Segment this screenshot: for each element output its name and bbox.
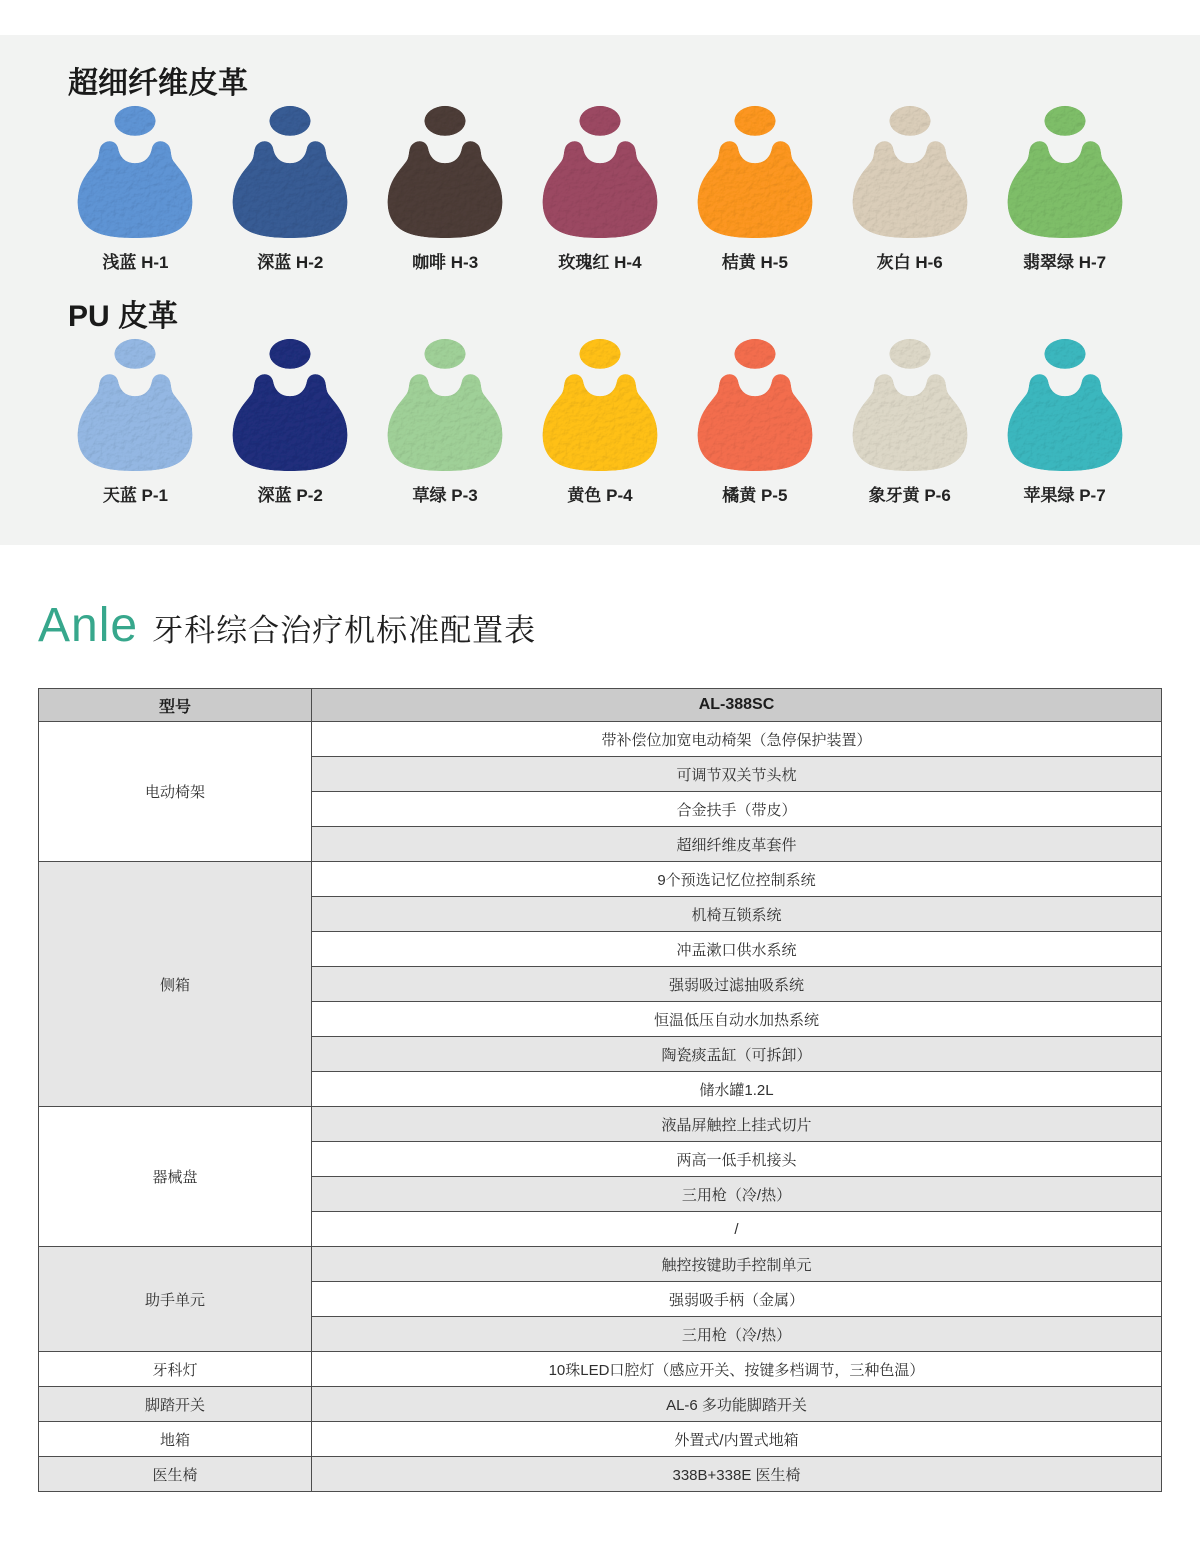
- leather-swatch: [58, 338, 213, 506]
- chair-upholstery-icon: [847, 338, 973, 471]
- spec-group-label: 脚踏开关: [39, 1387, 312, 1422]
- spec-group-label: 牙科灯: [39, 1352, 312, 1387]
- leather-swatch: [213, 338, 368, 506]
- spec-table-header-row: [39, 689, 1162, 722]
- spec-cell: 10珠LED口腔灯（感应开关、按键多档调节，三种色温）: [312, 1352, 1162, 1387]
- swatch-label: 橘黄 P-5: [722, 486, 788, 505]
- spec-row: [39, 1107, 1162, 1142]
- spec-cell: 触控按键助手控制单元: [312, 1247, 1162, 1282]
- swatch-label: 咖啡 H-3: [412, 253, 479, 272]
- spec-cell: /: [312, 1212, 1162, 1247]
- page-title: 牙科综合治疗机标准配置表: [152, 613, 537, 648]
- chair-upholstery-icon: [227, 105, 353, 238]
- spec-row: [39, 1422, 1162, 1457]
- leather-swatch: [368, 338, 523, 506]
- spec-cell: 液晶屏触控上挂式切片: [312, 1107, 1162, 1142]
- swatch-label: 象牙黄 P-6: [868, 486, 951, 505]
- pu-leather-title: PU 皮革: [68, 300, 179, 333]
- microfiber-leather-title: 超细纤维皮革: [68, 67, 248, 100]
- spec-table-body: [39, 722, 1162, 1492]
- leather-swatch: [523, 105, 678, 273]
- chair-upholstery-icon: [382, 338, 508, 471]
- spec-cell: AL-6 多功能脚踏开关: [312, 1387, 1162, 1422]
- spec-cell: 三用枪（冷/热）: [312, 1317, 1162, 1352]
- spec-cell: 338B+338E 医生椅: [312, 1457, 1162, 1492]
- swatch-label: 苹果绿 P-7: [1023, 486, 1106, 505]
- leather-swatch: [832, 105, 987, 273]
- swatch-label: 草绿 P-3: [412, 486, 478, 505]
- chair-upholstery-icon: [1002, 105, 1128, 238]
- swatch-label: 玫瑰红 H-4: [558, 253, 642, 272]
- leather-swatch: [987, 338, 1142, 506]
- leather-swatch: [523, 338, 678, 506]
- leather-swatch: [832, 338, 987, 506]
- leather-swatch: [987, 105, 1142, 273]
- spec-row: [39, 1387, 1162, 1422]
- swatch-label: 黄色 P-4: [567, 486, 633, 505]
- spec-row: [39, 722, 1162, 757]
- spec-cell: 两高一低手机接头: [312, 1142, 1162, 1177]
- spec-cell: 合金扶手（带皮）: [312, 792, 1162, 827]
- chair-upholstery-icon: [72, 338, 198, 471]
- swatch-label: 灰白 H-6: [876, 253, 943, 272]
- spec-cell: 三用枪（冷/热）: [312, 1177, 1162, 1212]
- spec-group-label: 器械盘: [39, 1107, 312, 1247]
- spec-group-label: 地箱: [39, 1422, 312, 1457]
- spec-cell: 强弱吸过滤抽吸系统: [312, 967, 1162, 1002]
- swatch-label: 深蓝 H-2: [257, 253, 324, 272]
- spec-table: [38, 688, 1162, 1492]
- spec-cell: 可调节双关节头枕: [312, 757, 1162, 792]
- swatch-label: 浅蓝 H-1: [102, 253, 169, 272]
- leather-swatch: [677, 338, 832, 506]
- spec-group-label: 电动椅架: [39, 722, 312, 862]
- spec-cell: 外置式/内置式地箱: [312, 1422, 1162, 1457]
- spec-cell: 陶瓷痰盂缸（可拆卸）: [312, 1037, 1162, 1072]
- chair-upholstery-icon: [537, 105, 663, 238]
- spec-cell: 恒温低压自动水加热系统: [312, 1002, 1162, 1037]
- chair-upholstery-icon: [537, 338, 663, 471]
- chair-upholstery-icon: [847, 105, 973, 238]
- leather-palette-section: [0, 35, 1200, 545]
- spec-cell: 强弱吸手柄（金属）: [312, 1282, 1162, 1317]
- chair-upholstery-icon: [382, 105, 508, 238]
- palette-group-pu: [58, 295, 1142, 506]
- spec-cell: 带补偿位加宽电动椅架（急停保护装置）: [312, 722, 1162, 757]
- swatch-label: 桔黄 H-5: [721, 253, 788, 272]
- spec-row: [39, 1352, 1162, 1387]
- pu-swatch-row: [58, 338, 1142, 506]
- spec-cell: 储水罐1.2L: [312, 1072, 1162, 1107]
- leather-swatch: [58, 105, 213, 273]
- chair-upholstery-icon: [692, 338, 818, 471]
- spec-cell: 冲盂漱口供水系统: [312, 932, 1162, 967]
- leather-swatch: [213, 105, 368, 273]
- spec-section: [0, 598, 1200, 1492]
- spec-row: [39, 1247, 1162, 1282]
- palette-group-microfiber: [58, 62, 1142, 273]
- chair-upholstery-icon: [227, 338, 353, 471]
- header-cell-model: 型号: [39, 689, 312, 722]
- microfiber-swatch-row: [58, 105, 1142, 273]
- spec-cell: 超细纤维皮革套件: [312, 827, 1162, 862]
- brand-logo: Anle: [38, 599, 139, 652]
- spec-heading: [38, 598, 1162, 650]
- chair-upholstery-icon: [1002, 338, 1128, 471]
- chair-upholstery-icon: [692, 105, 818, 238]
- header-cell-value: AL-388SC: [312, 689, 1162, 722]
- leather-swatch: [677, 105, 832, 273]
- spec-cell: 9个预选记忆位控制系统: [312, 862, 1162, 897]
- swatch-label: 天蓝 P-1: [102, 486, 169, 505]
- swatch-label: 深蓝 P-2: [257, 486, 323, 505]
- spec-group-label: 医生椅: [39, 1457, 312, 1492]
- chair-upholstery-icon: [72, 105, 198, 238]
- leather-swatch: [368, 105, 523, 273]
- spec-group-label: 助手单元: [39, 1247, 312, 1352]
- swatch-label: 翡翠绿 H-7: [1023, 253, 1107, 272]
- spec-group-label: 侧箱: [39, 862, 312, 1107]
- spec-row: [39, 1457, 1162, 1492]
- spec-row: [39, 862, 1162, 897]
- spec-cell: 机椅互锁系统: [312, 897, 1162, 932]
